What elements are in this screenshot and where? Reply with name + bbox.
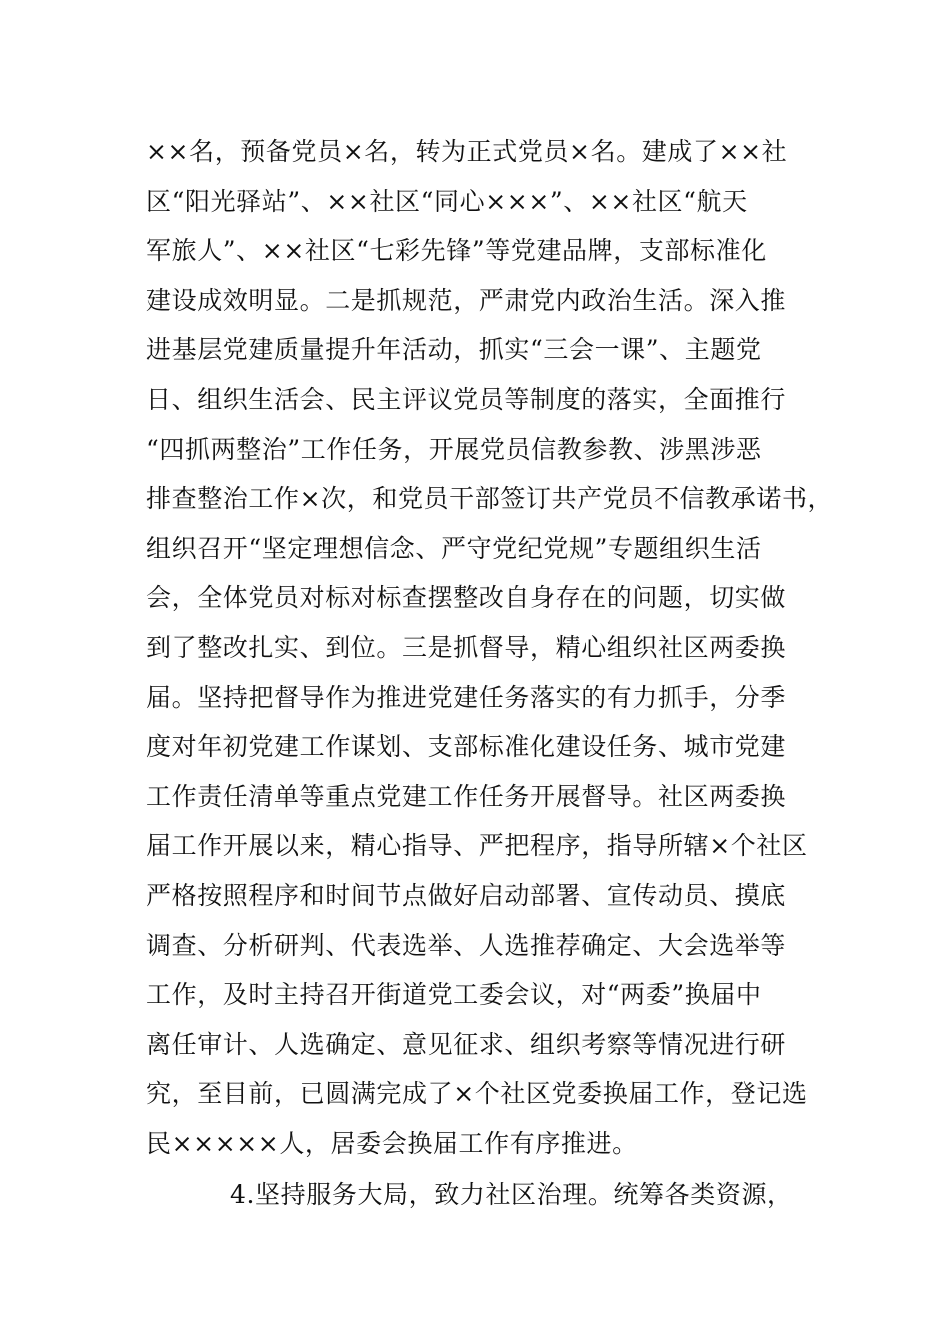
text-line-2: 区“阳光驿站”、××社区“同心×××”、××社区“航天 [146, 186, 748, 216]
paragraph-4-heading: 4.坚持服务大局，致力社区治理。统筹各类资源， [230, 1180, 793, 1210]
text-line-7: “四抓两整治”工作任务，开展党员信教参教、涉黑涉恶 [146, 434, 762, 464]
body-text [146, 127, 834, 1220]
text-line-10: 会，全体党员对标对标查摆整改自身存在的问题，切实做 [146, 583, 787, 613]
text-line-11: 到了整改扎实、到位。三是抓督导，精心组织社区两委换 [146, 632, 787, 662]
text-line-15: 届工作开展以来，精心指导、严把程序，指导所辖×个社区 [146, 831, 808, 861]
text-line-14: 工作责任清单等重点党建工作任务开展督导。社区两委换 [146, 781, 787, 811]
text-line-3: 军旅人”、××社区“七彩先锋”等党建品牌，支部标准化 [146, 236, 767, 266]
text-line-20: 究，至目前，已圆满完成了×个社区党委换届工作，登记选 [146, 1079, 808, 1109]
text-line-16: 严格按照程序和时间节点做好启动部署、宣传动员、摸底 [146, 880, 787, 910]
text-line-17: 调查、分析研判、代表选举、人选推荐确定、大会选举等 [146, 930, 787, 960]
text-line-6: 日、组织生活会、民主评议党员等制度的落实，全面推行 [146, 384, 787, 414]
text-line-18: 工作，及时主持召开街道党工委会议，对“两委”换届中 [146, 980, 762, 1010]
text-line-1: ××名，预备党员×名，转为正式党员×名。建成了××社 [146, 137, 788, 166]
text-line-5: 进基层党建质量提升年活动，抓实“三会一课”、主题党 [146, 335, 762, 365]
text-line-8: 排查整治工作×次，和党员干部签订共产党员不信教承诺书， [146, 484, 834, 514]
text-line-13: 度对年初党建工作谋划、支部标准化建设任务、城市党建 [146, 732, 787, 762]
text-line-9: 组织召开“坚定理想信念、严守党纪党规”专题组织生活 [146, 533, 762, 563]
text-line-12: 届。坚持把督导作为推进党建任务落实的有力抓手，分季 [146, 682, 787, 712]
text-line-4: 建设成效明显。二是抓规范，严肃党内政治生活。深入推 [146, 285, 787, 315]
text-line-21: 民×××××人，居委会换届工作有序推进。 [146, 1128, 638, 1158]
text-line-19: 离任审计、人选确定、意见征求、组织考察等情况进行研 [146, 1029, 787, 1059]
